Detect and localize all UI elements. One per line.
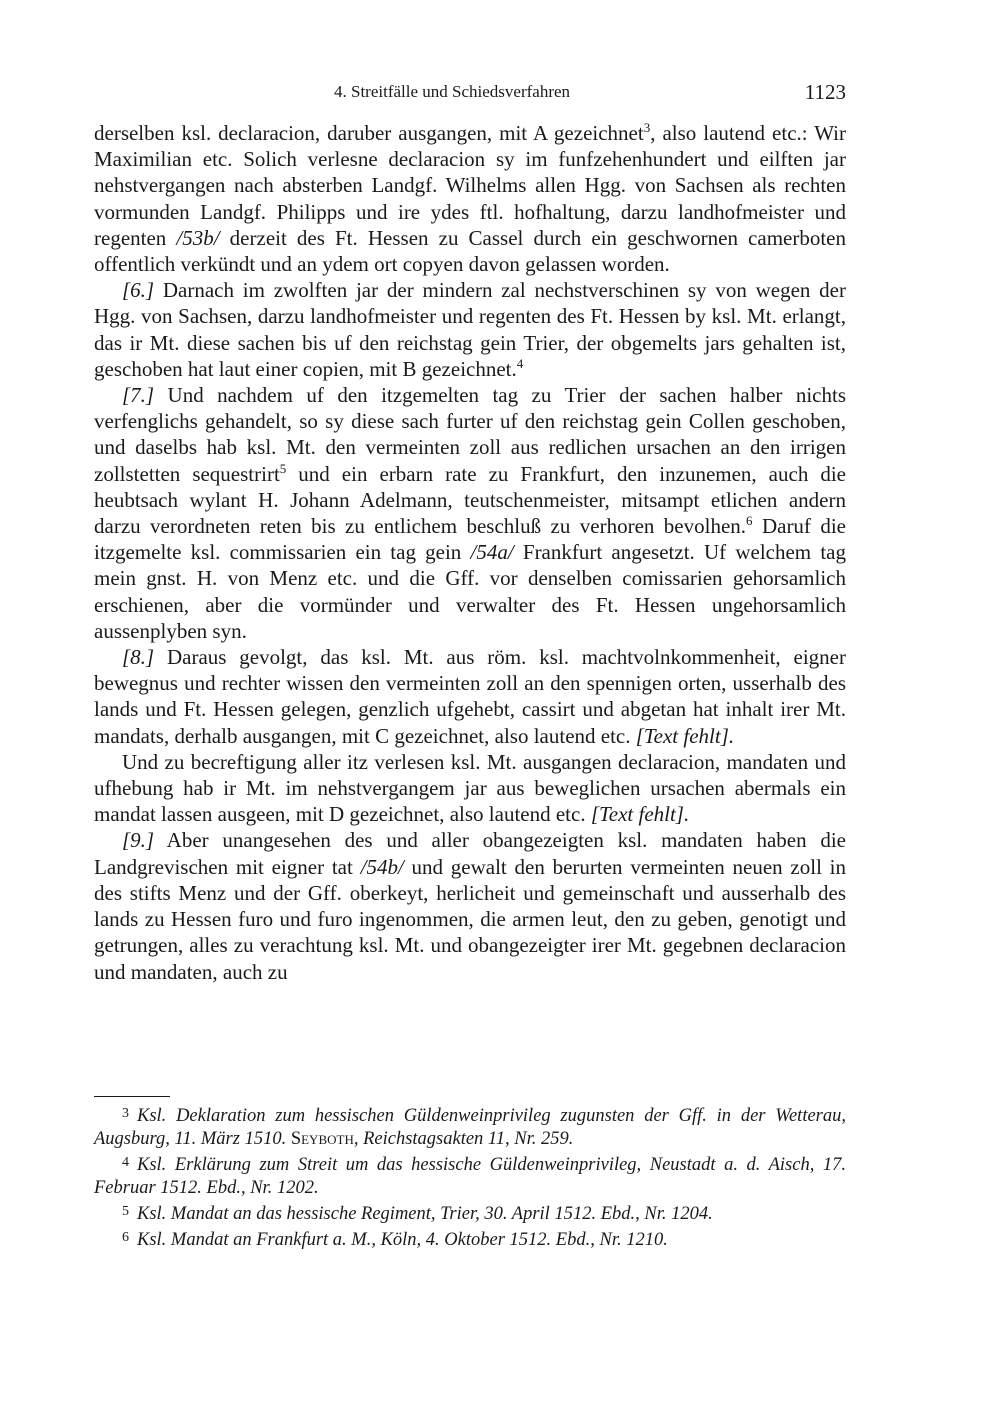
folio-marker: /54a/ (470, 540, 514, 565)
section-number: [6.] (122, 278, 155, 303)
section-number: [8.] (122, 645, 155, 670)
footnote-5: $^5$ Ksl. Mandat an das hessische Regiment, Trier, 30. April 1512. Ebd., Nr. 1204. (122, 1204, 713, 1224)
editorial-note: [Text fehlt]. (590, 802, 690, 827)
folio-marker: /54b/ (360, 854, 404, 879)
paragraph-9: [9.] Aber unangesehen des und aller obangezeigten ksl. mandaten haben die Landgrevischen mit eigner tat /54b/ und gewalt den berurten vermeinten neuen zoll in des stifts Menz und der Gff. oberkeyt, herlicheit und gemeinschaft und ausserhalb des lands zu Hessen furo und furo ingenommen, die armen leut, den zu geben, genotigt und getrungen, alles zu verachtung ksl. Mt. und obangezeigter irer Mt. gegebnen declaracion und mandaten, auch zu (94, 828, 847, 984)
footnote-ref-5[interactable]: 5 (279, 460, 287, 476)
paragraph-8b: Und zu becreftigung aller itz verlesen ksl. Mt. ausgangen declaracion, mandaten und ufhebung hab ir Mt. im nehstvergangem jar aus beweglichen ursachen abermals ein mandat lassen ausgeen, mit D gezeichnet, also lautend etc. [Text fehlt]. (94, 749, 846, 827)
section-number: [7.] (122, 383, 155, 408)
folio-marker: /53b/ (176, 225, 220, 250)
running-header (94, 80, 846, 108)
footnotes (94, 1102, 846, 1252)
paragraph-7: [7.] Und nachdem uf den itzgemelten tag zu Trier der sachen halber nichts verfenglichs gehandelt, so sy diese sach furter uf den reichstag gein Collen geschoben, und daselbs hab ksl. Mt. den vermeinten zoll aus redlichen ursachen an den irrigen zollstetten sequestrirt$^5$ und ein erbarn rate zu Frankfurt, den inzunemen, auch die heubtsach wylant H. Johann Adelmann, teutschenmeister, mitsampt etlichen andern darzu verordneten reten bis zu entlichem beschluß zu verhoren bevolhen.$^6$ Daruf die itzgemelte ksl. commissarien ein tag gein /54a/ Frankfurt angesetzt. Uf welchem tag mein gnst. H. von Menz etc. und die Gff. vor denselben comissarien gehorsamlich erschienen, aber die vormünder und verwalter des Ft. Hessen ungehorsamlich aussenplyben syn. (94, 383, 846, 643)
footnote-divider (94, 1096, 170, 1097)
footnote-6: $^6$ Ksl. Mandat an Frankfurt a. M., Köln, 4. Oktober 1512. Ebd., Nr. 1210. (122, 1230, 668, 1250)
paragraph-6: [6.] Darnach im zwolften jar der mindern zal nechstverschinen sy von wegen der Hgg. von Sachsen, darzu landhofmeister und regenten des Ft. Hessen by ksl. Mt. erlangt, das ir Mt. diese sachen bis uf den reichstag gein Trier, der obgemelts jars gehalten ist, geschoben hat laut einer copien, mit B gezeichnet.$^4$ (94, 278, 846, 381)
paragraph-8: [8.] Daraus gevolgt, das ksl. Mt. aus röm. ksl. machtvolnkommenheit, eigner bewegnus und rechter wissen den vermeinten zoll an den spennigen orten, usserhalb des lands und Ft. Hessen gelegen, genzlich ufgehebt, cassirt und abgetan hat inhalt irer Mt. mandats, derhalb ausgangen, mit C gezeichnet, also lautend etc. [Text fehlt]. (94, 645, 846, 748)
footnote-ref-4[interactable]: 4 (516, 355, 524, 371)
main-text (94, 120, 846, 985)
paragraph-1: derselben ksl. declaracion, daruber ausgangen, mit A gezeichnet$^3$, also lautend etc.: Wir Maximilian etc. Solich verlesne declaracion sy im funfzehenhundert und eilften jar nehstvergangen nach absterben Landgf. Wilhelms allen Hgg. von Sachsen als rechten vormunden Landgf. Philipps und ire ydes ftl. hofhaltung, darzu landhofmeister und regenten /53b/ derzeit des Ft. Hessen zu Cassel durch ein geschwornen camerboten offentlich verkündt und an ydem ort copyen davon gelassen worden. (94, 120, 847, 277)
author-name: Seyboth (290, 1129, 354, 1149)
footnote-ref-6[interactable]: 6 (746, 513, 753, 529)
page-number: 1123 (804, 80, 846, 104)
section-number: [9.] (122, 828, 155, 853)
editorial-note: [Text fehlt]. (635, 723, 735, 748)
running-title: 4. Streitfälle und Schiedsverfahren (334, 82, 571, 101)
footnote-3: $^3$ Ksl. Deklaration zum hessischen Güldenweinprivileg zugunsten der Gff. in der Wetterau, Augsburg, 11. März 1510. Seyboth, Reichstagsakten 11, Nr. 259. (94, 1106, 846, 1149)
footnote-4: $^4$ Ksl. Erklärung zum Streit um das hessische Güldenweinprivileg, Neustadt a. d. Aisch, 17. Februar 1512. Ebd., Nr. 1202. (94, 1155, 846, 1198)
footnote-ref-3[interactable]: 3 (643, 120, 651, 135)
